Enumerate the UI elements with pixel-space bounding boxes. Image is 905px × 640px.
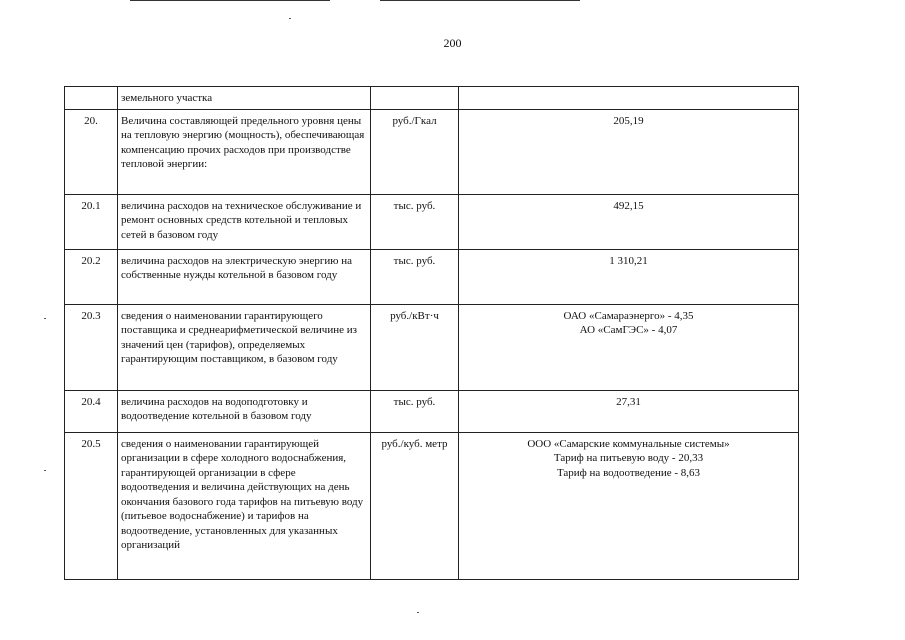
- value-line: 205,19: [613, 114, 644, 127]
- row-description: сведения о наименовании гарантирующего поставщика и среднеарифметической величине из значений цен (тарифов), определяемых гарантирующим поставщиком, в базовом году: [118, 304, 371, 390]
- row-unit: [371, 87, 459, 110]
- row-description: земельного участка: [118, 87, 371, 110]
- row-description: величина расходов на водоподготовку и водоотведение котельной в базовом году: [118, 390, 371, 432]
- table-row: [65, 390, 799, 432]
- value-line: 27,31: [616, 395, 641, 408]
- row-value: [459, 109, 799, 194]
- top-rule: [380, 0, 580, 1]
- scan-speck: [289, 18, 291, 19]
- row-number: 20.4: [65, 390, 118, 432]
- row-number: 20.3: [65, 304, 118, 390]
- row-value: [459, 432, 799, 579]
- table-body: [65, 87, 799, 580]
- scan-speck: [44, 470, 46, 471]
- value-line: ОАО «Самараэнерго» - 4,35: [563, 309, 694, 322]
- row-value: [459, 304, 799, 390]
- value-line: Тариф на водоотведение - 8,63: [556, 466, 701, 479]
- row-number: [65, 87, 118, 110]
- value-line: 492,15: [613, 199, 644, 212]
- row-unit: руб./куб. метр: [371, 432, 459, 579]
- row-number: 20.5: [65, 432, 118, 579]
- row-number: 20.2: [65, 249, 118, 304]
- row-description: величина расходов на электрическую энергию на собственные нужды котельной в базовом году: [118, 249, 371, 304]
- row-unit: тыс. руб.: [371, 194, 459, 249]
- row-value: [459, 249, 799, 304]
- table-row: [65, 304, 799, 390]
- scan-speck: [417, 612, 419, 613]
- table-row: [65, 194, 799, 249]
- scan-speck: [44, 318, 46, 319]
- top-rule: [130, 0, 330, 1]
- value-line: 1 310,21: [609, 254, 648, 267]
- row-unit: руб./Гкал: [371, 109, 459, 194]
- value-line: ООО «Самарские коммунальные системы»: [527, 437, 730, 450]
- row-unit: тыс. руб.: [371, 249, 459, 304]
- value-line: Тариф на питьевую воду - 20,33: [553, 452, 704, 464]
- row-value: [459, 194, 799, 249]
- value-line: АО «СамГЭС» - 4,07: [579, 324, 678, 336]
- row-description: величина расходов на техническое обслуживание и ремонт основных средств котельной и тепловых сетей в базовом году: [118, 194, 371, 249]
- row-unit: тыс. руб.: [371, 390, 459, 432]
- row-description: сведения о наименовании гарантирующей организации в сфере холодного водоснабжения, гарантирующей организации в сфере водоотведения и величина действующих на день окончания базового года тарифов на питьевую воду (питьевое водоснабжение) и тарифов на водоотведение, установленных для указанных организаций: [118, 432, 371, 579]
- row-unit: руб./кВт·ч: [371, 304, 459, 390]
- row-number: 20.: [65, 109, 118, 194]
- table-row: [65, 109, 799, 194]
- table-row: [65, 432, 799, 579]
- row-number: 20.1: [65, 194, 118, 249]
- page-number: 200: [443, 36, 462, 50]
- table-row: [65, 249, 799, 304]
- table-row: [65, 87, 799, 110]
- row-description: Величина составляющей предельного уровня цены на тепловую энергию (мощность), обеспечивающая компенсацию прочих расходов при производстве тепловой энергии:: [118, 109, 371, 194]
- row-value: [459, 87, 799, 110]
- tariff-table: [64, 86, 799, 580]
- row-value: [459, 390, 799, 432]
